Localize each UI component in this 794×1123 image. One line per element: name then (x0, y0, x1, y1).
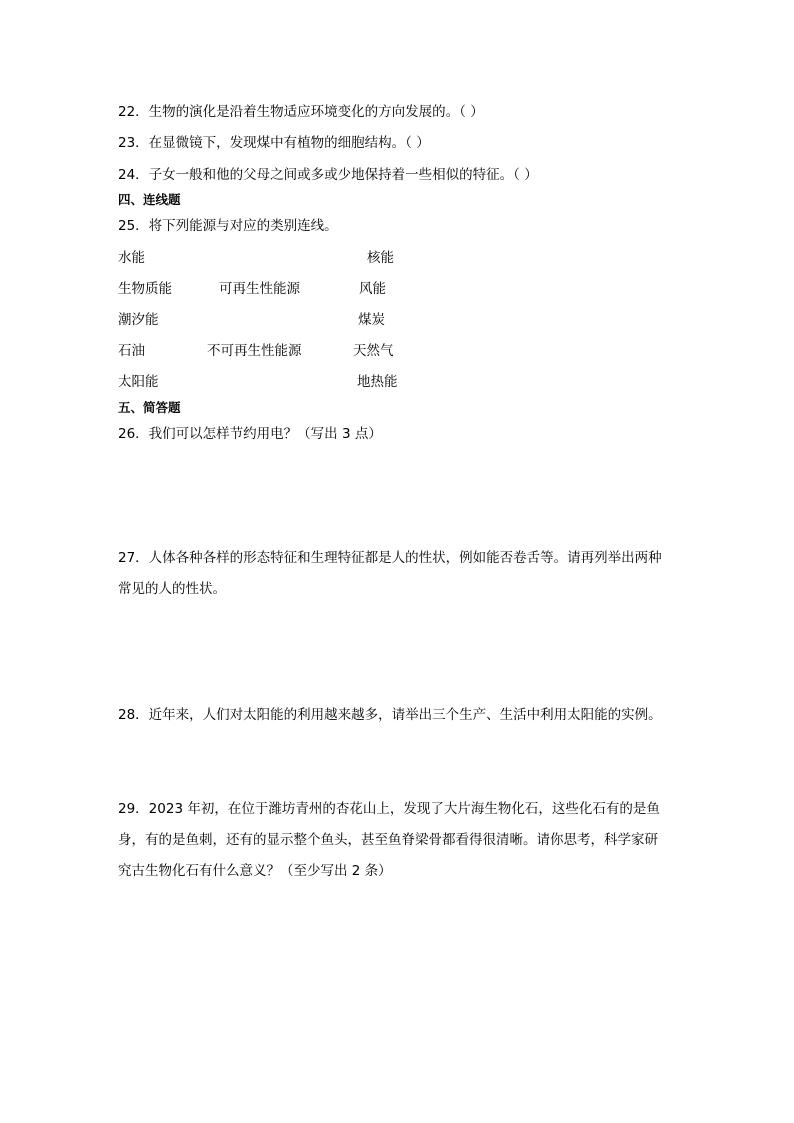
matching-category-nonrenewable: 不可再生性能源 (207, 343, 302, 359)
question-29-line-1: 29．2023 年初，在位于潍坊青州的杏花山上，发现了大片海生物化石，这些化石有的是鱼 (118, 801, 660, 817)
matching-right-item: 煤炭 (358, 312, 385, 328)
question-24: 24．子女一般和他的父母之间或多或少地保持着一些相似的特征。（ ） (118, 167, 538, 183)
question-27-line-1: 27．人体各种各样的形态特征和生理特征都是人的性状，例如能否卷舌等。请再列举出两种 (118, 550, 662, 566)
matching-left-item: 太阳能 (118, 374, 159, 390)
question-22: 22．生物的演化是沿着生物适应环境变化的方向发展的。（ ） (118, 104, 484, 120)
matching-right-item: 地热能 (357, 374, 398, 390)
matching-left-item: 生物质能 (118, 281, 172, 297)
matching-right-item: 天然气 (353, 343, 394, 359)
question-26: 26．我们可以怎样节约用电？（写出 3 点） (118, 426, 382, 442)
matching-left-item: 水能 (118, 250, 145, 266)
question-23: 23．在显微镜下，发现煤中有植物的细胞结构。（ ） (118, 135, 430, 151)
section-heading-matching: 四、连线题 (118, 192, 181, 207)
matching-right-item: 核能 (367, 250, 394, 266)
question-28: 28．近年来，人们对太阳能的利用越来越多，请举出三个生产、生活中利用太阳能的实例。 (118, 707, 662, 723)
matching-left-item: 石油 (118, 343, 145, 359)
matching-category-renewable: 可再生性能源 (219, 281, 300, 297)
question-29-line-2: 身，有的是鱼刺，还有的显示整个鱼头，甚至鱼脊梁骨都看得很清晰。请你思考，科学家研 (118, 832, 658, 848)
matching-right-item: 风能 (359, 281, 386, 297)
section-heading-short-answer: 五、简答题 (118, 400, 181, 415)
question-25: 25．将下列能源与对应的类别连线。 (118, 218, 338, 234)
question-29-line-3: 究古生物化石有什么意义？（至少写出 2 条） (118, 863, 392, 879)
question-27-line-2: 常见的人的性状。 (118, 581, 226, 597)
matching-left-item: 潮汐能 (118, 312, 159, 328)
